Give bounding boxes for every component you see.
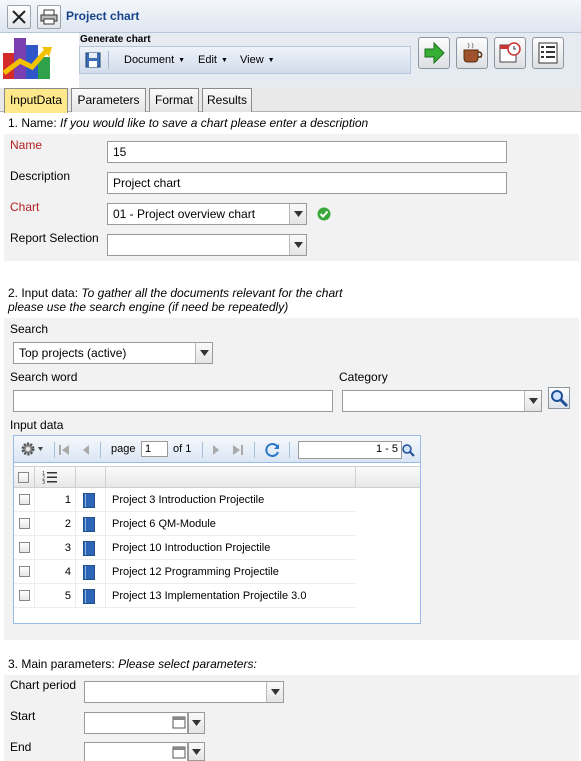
start-calendar-button[interactable]	[172, 715, 186, 732]
first-page-icon	[58, 444, 70, 456]
tab-inputdata[interactable]: InputData	[4, 88, 68, 113]
floppy-disk-icon	[85, 52, 101, 68]
report-selection-select[interactable]	[107, 234, 307, 256]
document-icon	[83, 565, 95, 580]
section-2-hint-line1: To gather all the documents relevant for the chart	[81, 286, 343, 300]
numbered-list-icon[interactable]	[42, 470, 58, 487]
search-select-value: Top projects (active)	[19, 346, 127, 360]
close-icon	[11, 9, 27, 25]
chevron-down-icon: ▼	[178, 57, 186, 64]
close-button[interactable]	[7, 5, 31, 29]
section-3-heading	[8, 657, 257, 671]
menu-view-label: View	[240, 54, 264, 66]
page-count-label: of 1	[173, 443, 192, 455]
tab-results[interactable]: Results	[202, 88, 252, 112]
next-page-button[interactable]	[210, 444, 222, 459]
column-divider	[105, 467, 106, 487]
first-page-button[interactable]	[58, 444, 70, 459]
grid-header	[14, 466, 420, 488]
row-title[interactable]: Project 13 Implementation Projectile 3.0	[112, 590, 307, 602]
row-number: 2	[64, 518, 71, 530]
column-divider	[355, 467, 356, 487]
record-range-field[interactable]: 1 - 5	[298, 441, 402, 459]
row-number: 3	[64, 542, 71, 554]
chevron-down-icon[interactable]	[266, 682, 283, 702]
row-checkbox[interactable]	[19, 518, 30, 529]
prev-page-button[interactable]	[80, 444, 92, 459]
section-2-heading	[8, 286, 342, 314]
section-1-hint: If you would like to save a chart please enter a description	[60, 116, 369, 130]
gear-icon	[20, 441, 46, 457]
prev-page-icon	[80, 444, 92, 456]
search-word-label: Search word	[10, 370, 78, 384]
description-field[interactable]: Project chart	[107, 172, 507, 194]
report-list-button[interactable]	[532, 37, 564, 69]
chevron-down-icon: ▼	[220, 57, 228, 64]
document-icon	[83, 541, 95, 556]
magnifier-icon	[400, 442, 416, 458]
chevron-down-icon[interactable]	[524, 391, 541, 411]
coffee-break-button[interactable]	[456, 37, 488, 69]
row-number: 5	[64, 590, 71, 602]
section-2-hint-line2: please use the search engine (if need be repeatedly)	[8, 300, 289, 314]
calendar-clock-icon	[498, 41, 522, 65]
chart-period-select[interactable]	[84, 681, 284, 703]
tab-strip	[0, 88, 581, 112]
report-selection-label: Report Selection	[10, 231, 99, 245]
list-document-icon	[536, 41, 560, 65]
section-3-hint: Please select parameters:	[118, 657, 257, 671]
menu-view[interactable]	[240, 54, 275, 66]
save-button[interactable]	[85, 52, 101, 71]
schedule-button[interactable]	[494, 37, 526, 69]
title-bar	[0, 0, 581, 33]
table-row[interactable]	[14, 536, 356, 560]
document-icon	[83, 589, 95, 604]
menu-document[interactable]	[124, 54, 185, 66]
section-1-number: 1. Name:	[8, 116, 57, 130]
row-number: 4	[64, 566, 71, 578]
refresh-icon	[265, 442, 281, 458]
name-field[interactable]: 15	[107, 141, 507, 163]
chart-logo-icon	[0, 33, 79, 88]
tab-parameters[interactable]: Parameters	[71, 88, 146, 112]
menu-document-label: Document	[124, 54, 175, 66]
magnifier-icon	[549, 388, 569, 408]
chevron-down-icon: ▼	[267, 57, 275, 64]
chevron-down-icon	[192, 720, 201, 726]
table-row[interactable]	[14, 488, 356, 512]
document-icon	[83, 517, 95, 532]
window-title: Project chart	[66, 9, 140, 23]
grid-search-button[interactable]	[400, 442, 416, 461]
name-label: Name	[10, 138, 43, 152]
arrow-right-icon	[422, 41, 446, 65]
table-row[interactable]	[14, 584, 356, 608]
row-title[interactable]: Project 12 Programming Projectile	[112, 566, 279, 578]
tab-format[interactable]: Format	[149, 88, 199, 112]
next-page-icon	[210, 444, 222, 456]
table-row[interactable]	[14, 512, 356, 536]
printer-icon	[40, 9, 58, 25]
start-dropdown-button[interactable]	[188, 712, 205, 734]
document-icon	[83, 493, 95, 508]
last-page-button[interactable]	[232, 444, 244, 459]
end-dropdown-button[interactable]	[188, 742, 205, 761]
page-number-field[interactable]: 1	[141, 441, 168, 457]
search-button[interactable]	[548, 387, 570, 409]
calendar-icon	[172, 745, 186, 759]
svg-text:3: 3	[42, 480, 46, 484]
column-divider	[75, 467, 76, 487]
toolbar-separator	[100, 442, 101, 458]
end-calendar-button[interactable]	[172, 745, 186, 761]
row-checkbox[interactable]	[19, 542, 30, 553]
select-all-checkbox[interactable]	[18, 472, 29, 483]
refresh-button[interactable]	[265, 442, 281, 461]
toolbar-separator	[202, 442, 203, 458]
print-button[interactable]	[37, 5, 61, 29]
search-select[interactable]	[13, 342, 213, 364]
search-word-field[interactable]	[13, 390, 333, 412]
menu-edit-label: Edit	[198, 54, 217, 66]
row-title[interactable]: Project 10 Introduction Projectile	[112, 542, 271, 554]
input-data-label: Input data	[10, 418, 64, 432]
chart-label: Chart	[10, 200, 40, 214]
column-divider	[34, 467, 35, 487]
last-page-icon	[232, 444, 244, 456]
section-1-heading	[8, 116, 368, 130]
row-title[interactable]: Project 6 QM-Module	[112, 518, 216, 530]
toolbar-separator	[254, 442, 255, 458]
row-title[interactable]: Project 3 Introduction Projectile	[112, 494, 265, 506]
grid-paging-toolbar	[14, 436, 420, 463]
toolbar-separator	[54, 442, 55, 458]
check-ok-icon	[317, 207, 331, 224]
toolbar-separator	[289, 442, 290, 458]
app-toolbar	[0, 33, 581, 88]
chart-select[interactable]	[107, 203, 307, 225]
row-checkbox[interactable]	[19, 590, 30, 601]
chevron-down-icon[interactable]	[195, 343, 212, 363]
row-number: 1	[64, 494, 71, 506]
coffee-cup-icon	[460, 41, 484, 65]
row-checkbox[interactable]	[19, 494, 30, 505]
end-label: End	[10, 740, 32, 754]
generate-chart-button[interactable]	[418, 37, 450, 69]
start-label: Start	[10, 709, 36, 723]
chevron-down-icon	[192, 749, 201, 755]
description-label: Description	[10, 169, 71, 183]
generate-chart-label: Generate chart	[80, 34, 151, 45]
section-3-number: 3. Main parameters:	[8, 657, 115, 671]
table-row[interactable]	[14, 560, 356, 584]
input-data-grid	[13, 435, 421, 624]
chart-period-label: Chart period	[10, 678, 77, 692]
chevron-down-icon[interactable]	[289, 204, 306, 224]
menu-separator	[108, 51, 109, 69]
search-label: Search	[10, 322, 49, 336]
svg-text:2: 2	[42, 475, 46, 482]
svg-text:1: 1	[42, 471, 46, 477]
row-checkbox[interactable]	[19, 566, 30, 577]
menu-edit[interactable]	[198, 54, 228, 66]
chart-select-value: 01 - Project overview chart	[113, 207, 256, 221]
page-label: page	[111, 443, 136, 455]
grid-settings-button[interactable]	[20, 441, 46, 460]
section-2-number: 2. Input data:	[8, 286, 79, 300]
category-select[interactable]	[342, 390, 542, 412]
calendar-icon	[172, 715, 186, 729]
menu-bar	[79, 46, 411, 74]
category-label: Category	[339, 370, 388, 384]
chevron-down-icon[interactable]	[289, 235, 306, 255]
